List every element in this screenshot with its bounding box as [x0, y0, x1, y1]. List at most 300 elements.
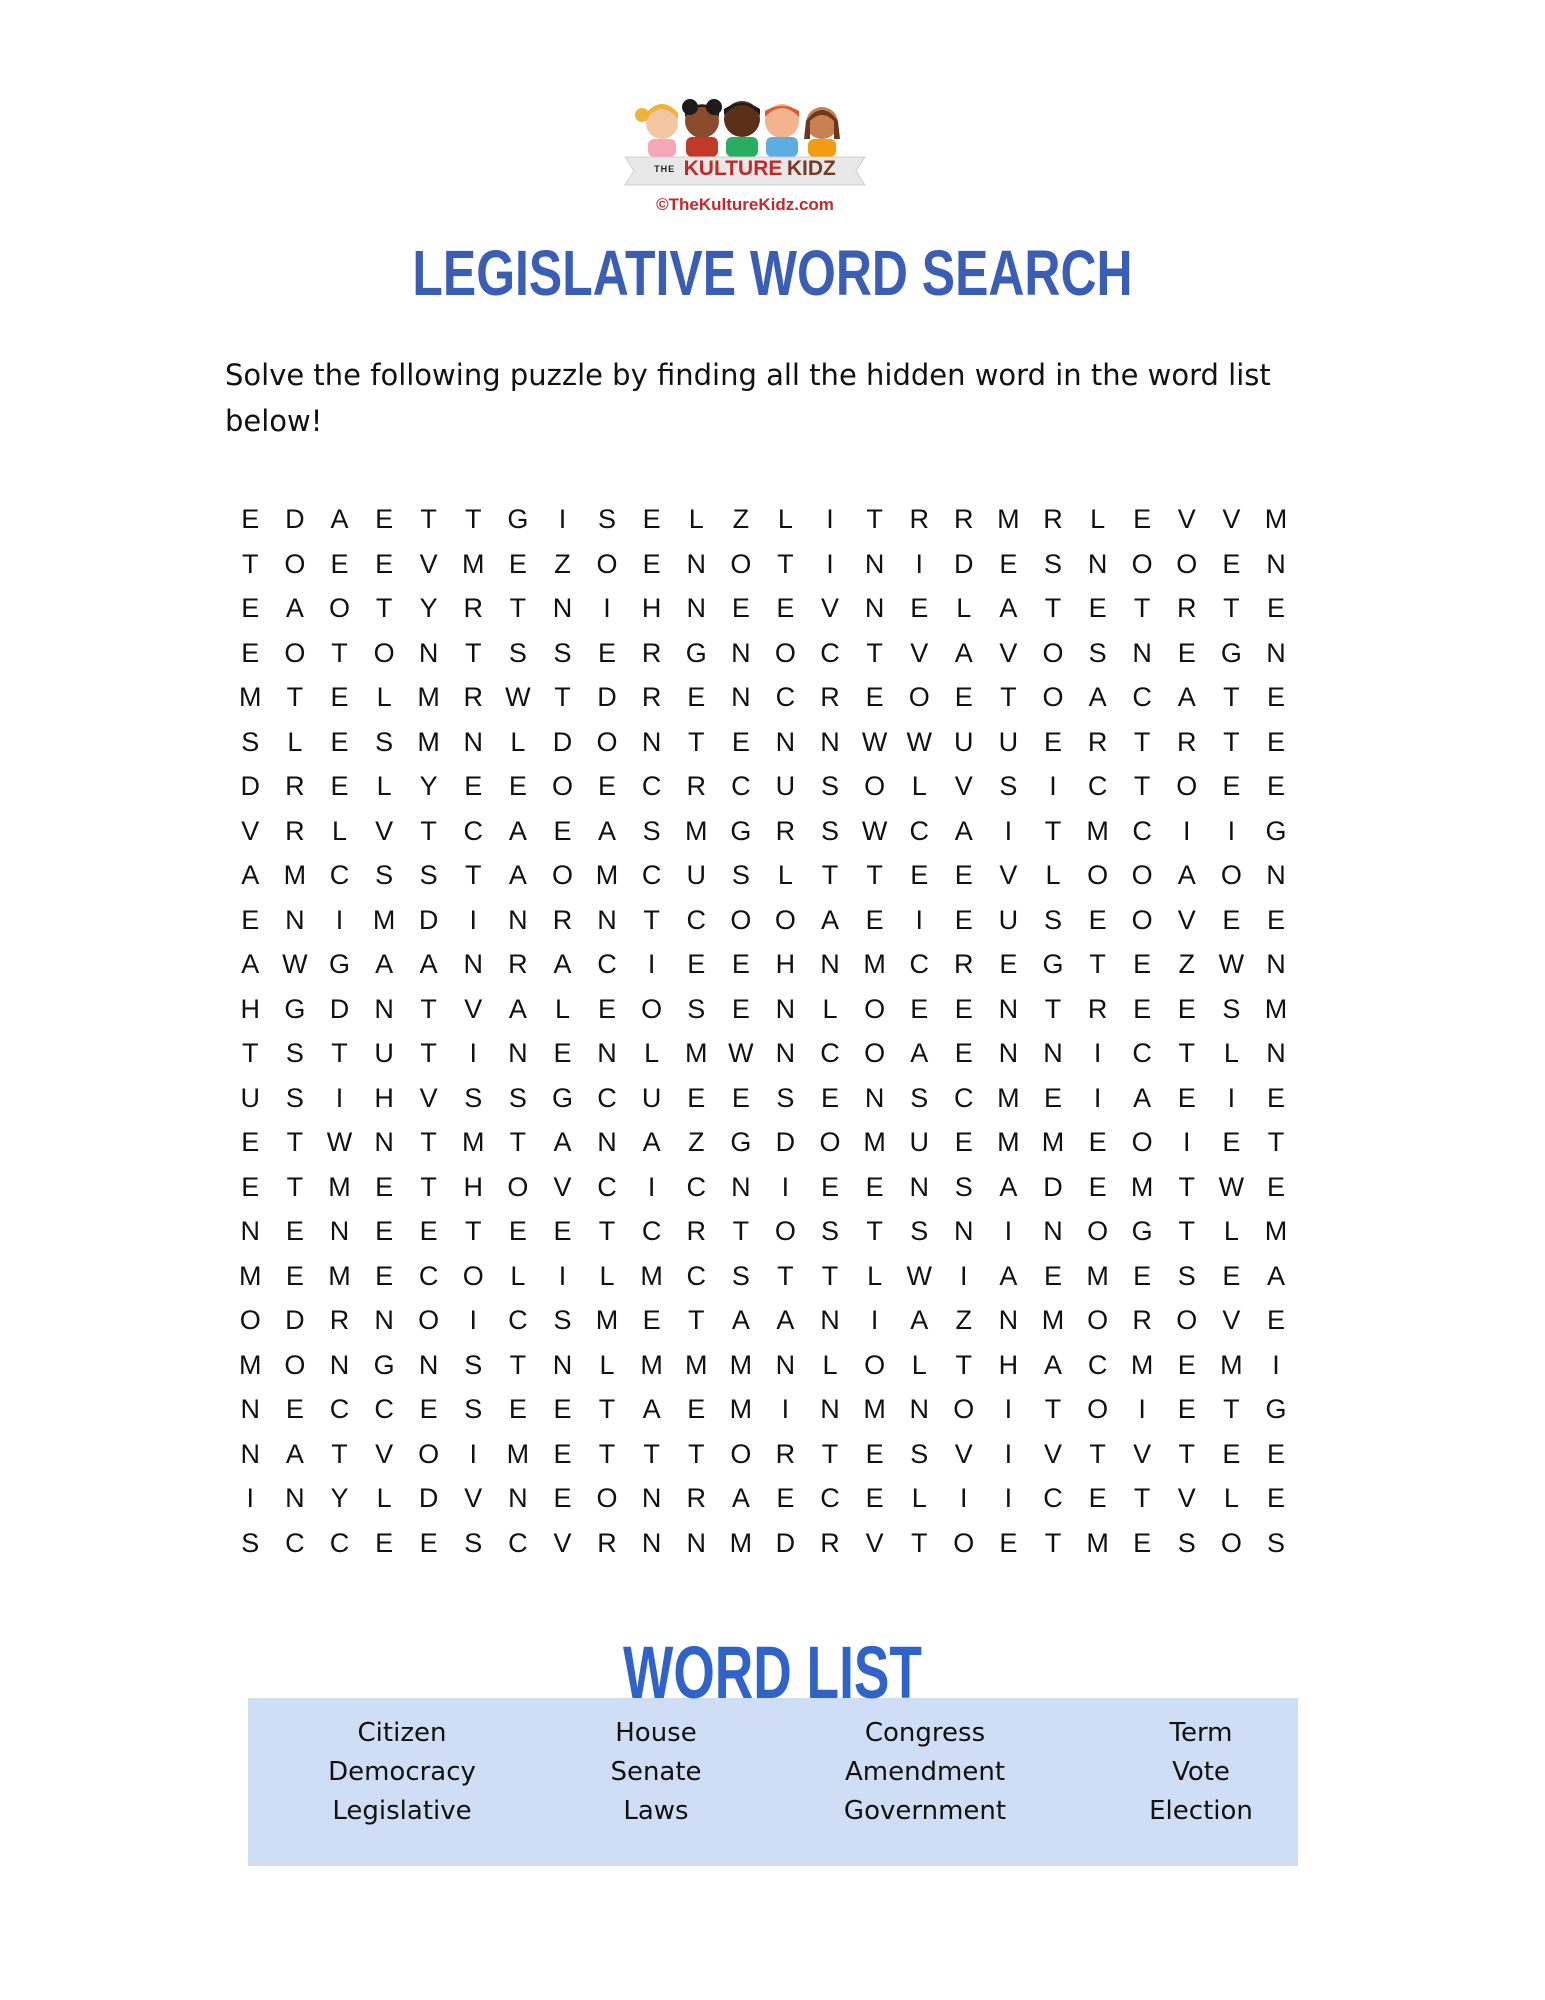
grid-letter: O	[239, 1305, 261, 1335]
grid-letter: N	[508, 1038, 528, 1068]
grid-letter: C	[820, 1483, 840, 1513]
grid-letter: G	[1042, 949, 1064, 979]
grid-letter: H	[240, 993, 261, 1024]
grid-letter: E	[731, 726, 750, 757]
grid-letter: Y	[330, 1483, 349, 1513]
grid-letter: O	[284, 1349, 306, 1380]
grid-letter: Z	[554, 548, 571, 579]
grid-letter: S	[285, 1038, 304, 1068]
grid-letter: V	[954, 771, 973, 801]
grid-letter: E	[241, 1171, 260, 1202]
grid-letter: T	[465, 504, 482, 534]
grid-letter: E	[1266, 904, 1285, 935]
grid-letter: S	[464, 1082, 483, 1113]
grid-letter: A	[285, 1438, 304, 1469]
grid-letter: G	[284, 993, 306, 1024]
word-list-column-1	[272, 1714, 532, 1831]
grid-letter: O	[774, 904, 796, 935]
grid-letter: T	[242, 1038, 259, 1068]
grid-letter: E	[865, 1171, 884, 1202]
grid-letter: E	[910, 993, 929, 1024]
grid-letter: M	[462, 548, 485, 579]
grid-letter: O	[507, 1171, 529, 1202]
grid-letter: N	[1266, 548, 1286, 579]
grid-letter: A	[1266, 1260, 1285, 1291]
grid-letter: N	[998, 993, 1019, 1024]
grid-letter: E	[1088, 1483, 1107, 1513]
grid-letter: M	[1086, 815, 1109, 846]
grid-letter: E	[553, 1038, 572, 1068]
grid-letter: N	[641, 1527, 662, 1558]
grid-letter: A	[241, 860, 260, 890]
grid-letter: A	[731, 1483, 750, 1513]
grid-letter: R	[463, 593, 484, 623]
grid-letter: U	[775, 771, 796, 801]
grid-letter: O	[462, 1260, 484, 1291]
grid-letter: E	[508, 1394, 527, 1424]
grid-letter: O	[730, 1438, 752, 1469]
grid-letter: N	[240, 1438, 261, 1469]
grid-letter: G	[373, 1349, 395, 1380]
grid-letter: V	[999, 860, 1018, 890]
grid-letter: E	[1088, 593, 1107, 623]
word-list-item: Senate	[610, 1757, 702, 1787]
grid-letter: L	[1223, 1216, 1239, 1246]
grid-letter: N	[374, 1305, 394, 1335]
grid-letter: I	[1227, 815, 1236, 846]
grid-letter: E	[508, 771, 527, 801]
grid-letter: A	[553, 949, 572, 979]
grid-letter: G	[551, 1082, 573, 1113]
grid-letter: N	[731, 1171, 751, 1202]
grid-letter: R	[285, 771, 305, 801]
grid-letter: S	[553, 637, 572, 668]
grid-letter: H	[641, 593, 662, 623]
grid-letter: M	[997, 1082, 1020, 1113]
grid-letter: V	[553, 1171, 572, 1202]
grid-letter: M	[729, 1527, 753, 1558]
word-list-item: Legislative	[332, 1796, 472, 1826]
grid-letter: N	[329, 1216, 350, 1246]
grid-letter: O	[1087, 1394, 1109, 1424]
grid-letter: M	[684, 815, 708, 846]
grid-letter: N	[775, 993, 796, 1024]
grid-letter: O	[1131, 904, 1153, 935]
grid-letter: C	[641, 860, 662, 890]
grid-letter: E	[1222, 1438, 1241, 1469]
grid-letter: O	[551, 771, 573, 801]
grid-letter: N	[864, 1082, 885, 1113]
grid-letter: E	[553, 815, 572, 846]
grid-letter: V	[1222, 504, 1241, 534]
grid-letter: E	[375, 1527, 394, 1558]
grid-letter: N	[1266, 860, 1286, 890]
grid-letter: M	[1264, 1216, 1288, 1246]
grid-letter: O	[1087, 1216, 1109, 1246]
grid-letter: C	[597, 1082, 617, 1113]
grid-letter: O	[1042, 682, 1064, 712]
grid-letter: O	[730, 548, 752, 579]
grid-letter: E	[1222, 771, 1241, 801]
grid-letter: M	[1130, 1349, 1154, 1380]
grid-letter: O	[596, 726, 618, 757]
grid-letter: S	[419, 860, 438, 890]
grid-letter: E	[241, 904, 260, 935]
grid-letter: N	[820, 1305, 840, 1335]
grid-letter: O	[1087, 1305, 1109, 1335]
grid-letter: W	[728, 1038, 754, 1068]
grid-letter: S	[464, 1394, 483, 1424]
grid-letter: T	[375, 593, 393, 623]
grid-letter: E	[1133, 1527, 1152, 1558]
grid-letter: C	[597, 949, 617, 979]
grid-letter: C	[329, 860, 350, 890]
grid-letter: D	[954, 548, 974, 579]
grid-letter: O	[1220, 1527, 1242, 1558]
grid-letter: E	[642, 1305, 661, 1335]
grid-letter: T	[598, 1394, 616, 1424]
grid-letter: A	[642, 1394, 661, 1424]
grid-letter: T	[286, 1171, 304, 1202]
logo-brand-text	[620, 157, 870, 181]
grid-letter: I	[335, 1082, 344, 1113]
grid-letter: T	[866, 637, 883, 668]
grid-letter: E	[1133, 993, 1152, 1024]
grid-letter: T	[509, 1127, 527, 1157]
grid-letter: S	[821, 1216, 840, 1246]
grid-letter: A	[999, 593, 1018, 623]
grid-letter: G	[1265, 815, 1287, 846]
grid-letter: T	[1178, 1171, 1196, 1202]
grid-letter: V	[464, 1483, 483, 1513]
grid-letter: O	[551, 860, 573, 890]
grid-letter: T	[286, 1127, 304, 1157]
grid-letter: H	[374, 1082, 394, 1113]
grid-letter: L	[1090, 504, 1106, 534]
grid-letter: C	[686, 1171, 706, 1202]
grid-letter: R	[329, 1305, 350, 1335]
grid-letter: E	[1222, 904, 1241, 935]
grid-letter: I	[960, 1260, 968, 1291]
grid-letter: E	[553, 1438, 572, 1469]
grid-letter: M	[863, 1127, 886, 1157]
grid-letter: E	[999, 949, 1018, 979]
grid-letter: G	[685, 637, 707, 668]
grid-letter: T	[1178, 1216, 1196, 1246]
grid-letter: T	[420, 815, 437, 846]
word-list-item: Vote	[1172, 1757, 1230, 1787]
grid-letter: O	[1087, 860, 1109, 890]
grid-letter: H	[998, 1349, 1019, 1380]
grid-letter: S	[241, 726, 260, 757]
grid-letter: I	[1004, 1483, 1013, 1513]
grid-letter: L	[911, 771, 927, 801]
grid-letter: T	[554, 682, 571, 712]
grid-letter: I	[1049, 771, 1057, 801]
grid-letter: W	[326, 1127, 353, 1157]
grid-letter: E	[330, 726, 349, 757]
grid-letter: S	[910, 1216, 929, 1246]
grid-letter: L	[510, 1260, 526, 1291]
grid-letter: T	[420, 993, 437, 1024]
grid-letter: G	[1220, 637, 1242, 668]
grid-letter: E	[865, 904, 884, 935]
grid-letter: T	[1133, 771, 1151, 801]
grid-letter: M	[863, 949, 886, 979]
grid-letter: C	[1132, 815, 1152, 846]
grid-letter: R	[1177, 726, 1197, 757]
logo-site: ©TheKultureKidz.com	[656, 195, 834, 214]
grid-letter: Z	[955, 1305, 973, 1335]
grid-letter: E	[241, 593, 260, 623]
grid-letter: T	[598, 1216, 616, 1246]
grid-letter: E	[865, 1483, 884, 1513]
word-list-item: Citizen	[357, 1718, 447, 1748]
grid-letter: C	[954, 1082, 974, 1113]
grid-letter: M	[1086, 1260, 1109, 1291]
grid-letter: N	[418, 1349, 439, 1380]
grid-letter: M	[462, 1127, 485, 1157]
word-list-title: WORD LIST	[623, 1631, 922, 1714]
grid-letter: N	[864, 593, 885, 623]
grid-letter: R	[820, 1527, 840, 1558]
grid-letter: A	[954, 815, 973, 846]
grid-letter: V	[1177, 904, 1196, 935]
grid-letter: C	[641, 771, 662, 801]
grid-letter: N	[1043, 1216, 1063, 1246]
grid-letter: E	[954, 682, 973, 712]
grid-letter: Y	[419, 771, 438, 801]
grid-letter: R	[909, 504, 929, 534]
grid-letter: D	[418, 1483, 439, 1513]
grid-letter: T	[687, 1305, 705, 1335]
grid-letter: O	[1042, 637, 1064, 668]
grid-letter: A	[821, 904, 840, 935]
grid-letter: T	[598, 1438, 616, 1469]
grid-letter: D	[329, 993, 350, 1024]
grid-letter: S	[1266, 1527, 1285, 1558]
grid-letter: T	[1089, 1438, 1106, 1469]
grid-letter: O	[864, 993, 886, 1024]
grid-letter: O	[1176, 548, 1198, 579]
grid-letter: E	[1177, 1349, 1196, 1380]
grid-letter: G	[730, 1127, 752, 1157]
grid-letter: M	[506, 1438, 530, 1469]
grid-letter: S	[241, 1527, 260, 1558]
grid-letter: S	[642, 815, 661, 846]
grid-letter: V	[241, 815, 260, 846]
grid-letter: T	[1133, 726, 1151, 757]
grid-letter: I	[1183, 815, 1191, 846]
grid-letter: E	[241, 637, 260, 668]
word-list-item: Government	[843, 1796, 1007, 1826]
grid-letter: N	[998, 1305, 1019, 1335]
grid-letter: T	[420, 1038, 437, 1068]
grid-letter: U	[240, 1082, 261, 1113]
grid-letter: E	[776, 1483, 795, 1513]
grid-letter: A	[1043, 1349, 1062, 1380]
grid-letter: E	[954, 993, 973, 1024]
grid-letter: E	[598, 637, 617, 668]
grid-letter: W	[861, 726, 888, 757]
grid-letter: L	[777, 860, 793, 890]
grid-letter: S	[1177, 1527, 1196, 1558]
grid-letter: T	[1000, 682, 1017, 712]
grid-letter: N	[552, 1349, 573, 1380]
grid-letter: U	[641, 1082, 662, 1113]
grid-letter: E	[1222, 1260, 1241, 1291]
grid-letter: E	[821, 1171, 840, 1202]
grid-letter: M	[1130, 1171, 1154, 1202]
grid-letter: E	[731, 993, 750, 1024]
grid-letter: I	[603, 593, 611, 623]
grid-letter: E	[1177, 637, 1196, 668]
word-list-column-4	[1071, 1714, 1331, 1831]
grid-letter: T	[866, 504, 883, 534]
grid-letter: D	[285, 504, 305, 534]
grid-letter: I	[781, 1171, 790, 1202]
grid-letter: O	[774, 637, 796, 668]
word-search-grid	[228, 497, 1298, 1565]
grid-letter: D	[1043, 1171, 1063, 1202]
grid-letter: I	[915, 548, 923, 579]
grid-letter: E	[1177, 993, 1196, 1024]
grid-letter: R	[1132, 1305, 1152, 1335]
grid-letter: T	[242, 548, 259, 579]
grid-letter: D	[775, 1127, 796, 1157]
grid-letter: O	[596, 548, 618, 579]
grid-letter: L	[822, 1349, 838, 1380]
grid-letter: E	[1133, 1260, 1152, 1291]
grid-letter: T	[1133, 593, 1151, 623]
grid-letter: G	[1265, 1394, 1287, 1424]
grid-letter: E	[1043, 1082, 1062, 1113]
grid-letter: T	[1044, 593, 1062, 623]
grid-letter: Y	[419, 593, 438, 623]
grid-letter: Z	[732, 504, 750, 534]
grid-letter: S	[1222, 993, 1241, 1024]
grid-letter: T	[821, 860, 839, 890]
grid-letter: V	[375, 1438, 394, 1469]
grid-letter: I	[335, 904, 344, 935]
grid-letter: A	[285, 593, 304, 623]
grid-letter: C	[731, 771, 751, 801]
grid-letter: S	[598, 504, 617, 534]
grid-letter: G	[507, 504, 529, 534]
grid-letter: E	[1266, 1171, 1285, 1202]
grid-letter: E	[1043, 726, 1062, 757]
grid-letter: N	[329, 1349, 350, 1380]
grid-letter: T	[1223, 1394, 1240, 1424]
grid-letter: N	[1266, 949, 1286, 979]
grid-letter: E	[419, 1394, 438, 1424]
grid-letter: N	[775, 1038, 796, 1068]
grid-letter: I	[469, 1438, 478, 1469]
grid-letter: E	[1043, 1260, 1062, 1291]
grid-letter: N	[508, 1483, 528, 1513]
grid-letter: M	[417, 682, 440, 712]
grid-letter: T	[1267, 1127, 1285, 1157]
grid-letter: A	[553, 1127, 572, 1157]
grid-letter: E	[419, 1527, 438, 1558]
grid-letter: N	[597, 904, 617, 935]
grid-letter: W	[505, 682, 531, 712]
grid-letter: E	[865, 682, 884, 712]
grid-letter: Z	[687, 1127, 705, 1157]
grid-letter: C	[1043, 1483, 1063, 1513]
word-list-item: Election	[1149, 1796, 1253, 1826]
grid-letter: T	[331, 1038, 348, 1068]
grid-letter: A	[999, 1171, 1018, 1202]
grid-letter: E	[598, 771, 617, 801]
grid-letter: N	[374, 993, 394, 1024]
grid-letter: M	[328, 1171, 351, 1202]
grid-letter: E	[1088, 1171, 1107, 1202]
grid-letter: E	[642, 548, 661, 579]
grid-letter: C	[374, 1394, 394, 1424]
grid-letter: N	[374, 1127, 394, 1157]
logo-brand-prefix: THE	[654, 164, 676, 174]
grid-letter: L	[777, 504, 793, 534]
grid-letter: L	[867, 1260, 883, 1291]
grid-letter: T	[910, 1527, 928, 1558]
grid-letter: T	[866, 860, 883, 890]
grid-letter: A	[910, 1038, 929, 1068]
grid-letter: O	[284, 637, 306, 668]
grid-letter: A	[1177, 682, 1196, 712]
grid-letter: N	[820, 1394, 840, 1424]
grid-letter: U	[686, 860, 706, 890]
grid-letter: T	[465, 860, 482, 890]
grid-letter: S	[508, 1082, 527, 1113]
grid-letter: E	[1266, 1483, 1285, 1513]
grid-letter: T	[509, 593, 527, 623]
grid-letter: R	[1087, 993, 1108, 1024]
grid-letter: M	[239, 1260, 262, 1291]
grid-letter: T	[1133, 1483, 1151, 1513]
grid-letter: O	[641, 993, 663, 1024]
grid-letter: A	[776, 1305, 795, 1335]
grid-letter: T	[777, 1260, 794, 1291]
grid-letter: T	[465, 637, 482, 668]
grid-letter: E	[687, 1082, 706, 1113]
grid-letter: C	[463, 815, 484, 846]
grid-letter: R	[641, 682, 662, 712]
grid-letter: T	[1223, 593, 1240, 623]
grid-letter: U	[954, 726, 974, 757]
grid-letter: T	[687, 1438, 705, 1469]
grid-letter: N	[597, 1127, 617, 1157]
grid-letter: E	[1133, 504, 1152, 534]
grid-letter: D	[285, 1305, 305, 1335]
grid-letter: E	[999, 548, 1018, 579]
grid-letter: E	[375, 1171, 394, 1202]
grid-letter: I	[469, 904, 478, 935]
grid-letter: N	[1266, 637, 1286, 668]
grid-letter: S	[776, 1082, 795, 1113]
grid-letter: R	[820, 682, 840, 712]
grid-letter: T	[331, 1438, 348, 1469]
grid-letter: N	[240, 1216, 261, 1246]
grid-letter: O	[864, 771, 886, 801]
grid-letter: I	[558, 504, 567, 534]
grid-letter: W	[1218, 1171, 1245, 1202]
grid-letter: U	[998, 904, 1019, 935]
grid-letter: L	[287, 726, 303, 757]
grid-letter: E	[285, 1216, 304, 1246]
grid-letter: N	[508, 904, 528, 935]
grid-letter: N	[418, 637, 439, 668]
